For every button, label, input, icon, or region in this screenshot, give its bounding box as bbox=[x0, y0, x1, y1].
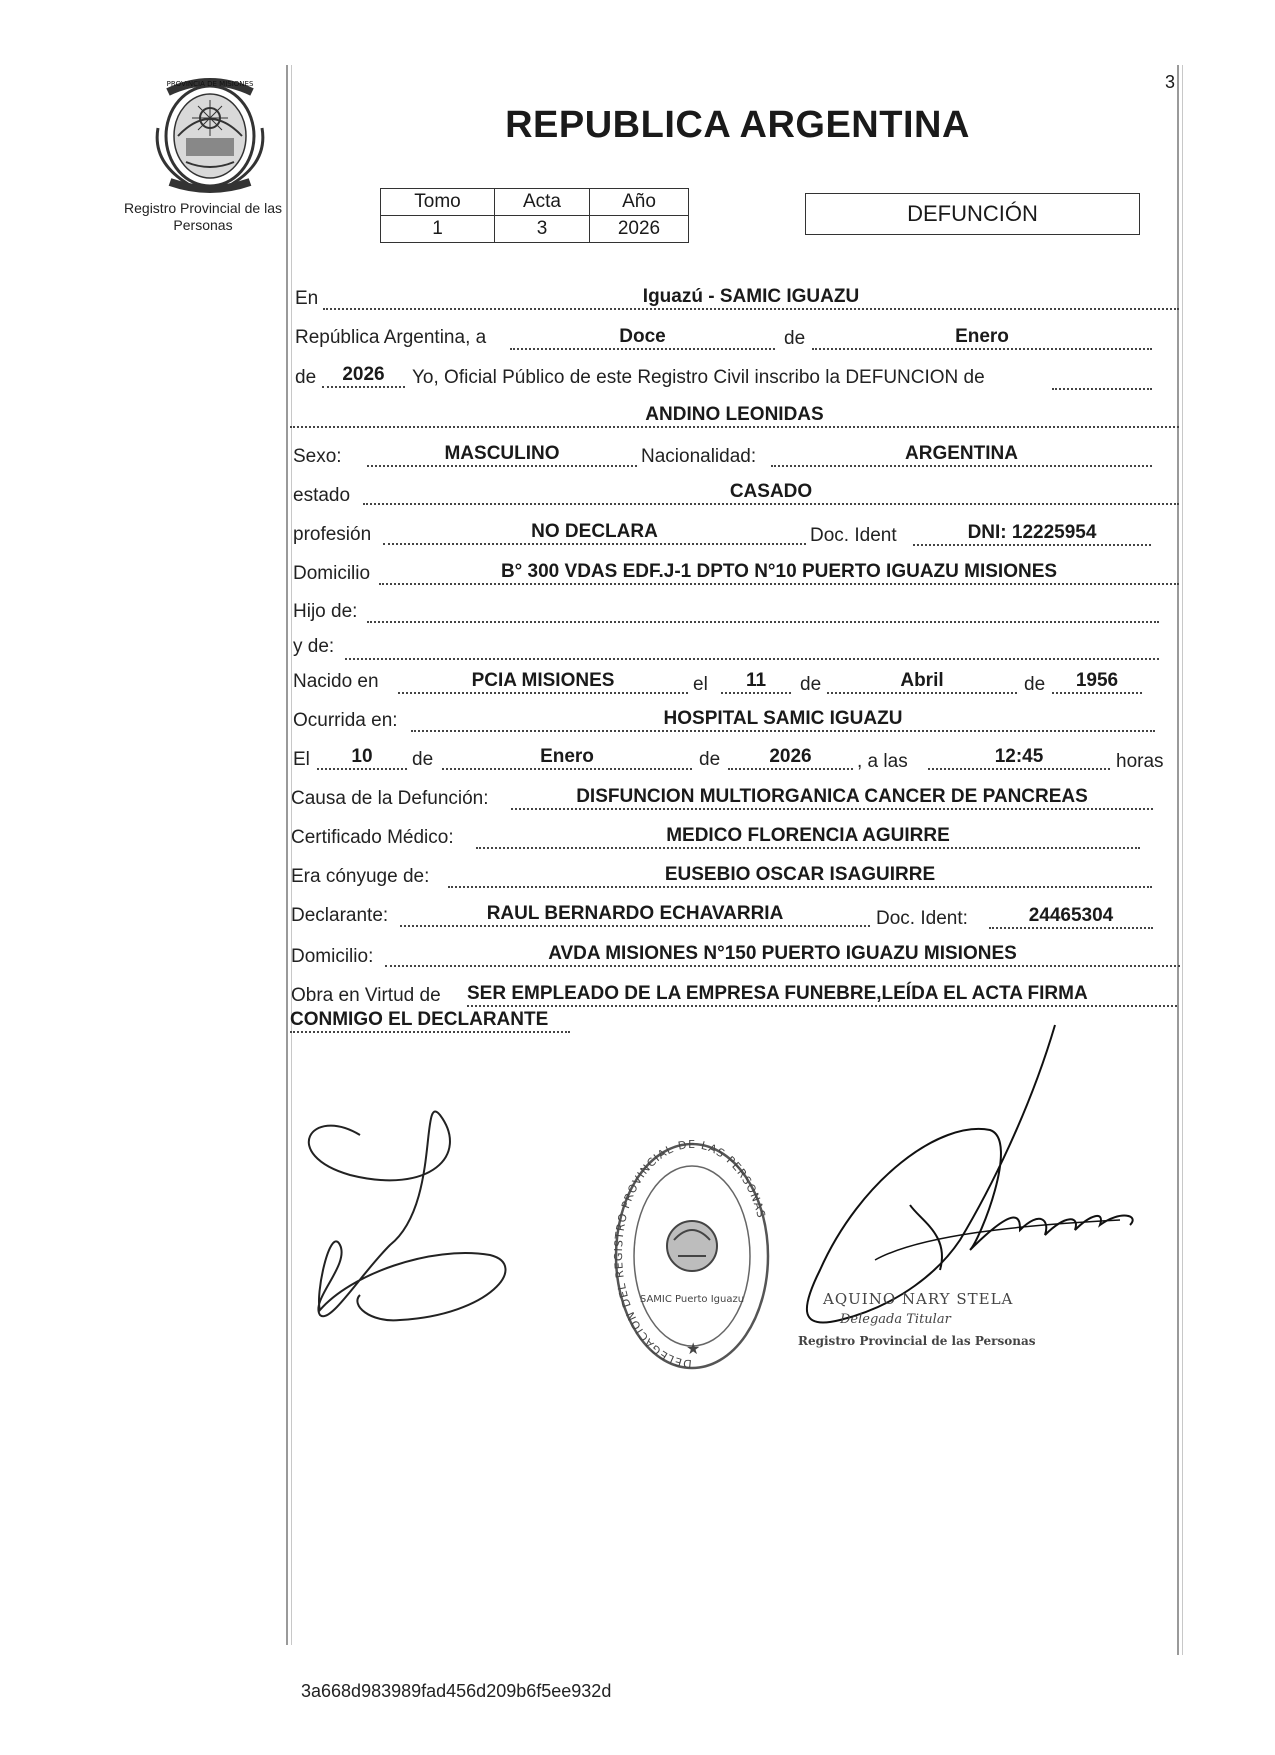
ocurrida-value: HOSPITAL SAMIC IGUAZU bbox=[411, 708, 1155, 732]
birth-month-value: Abril bbox=[827, 670, 1017, 694]
registry-name: Registro Provincial de las Personas bbox=[124, 200, 282, 233]
obra-value-line1: SER EMPLEADO DE LA EMPRESA FUNEBRE,LEÍDA EL ACTA FIRMA bbox=[467, 983, 1177, 1007]
republica-label: República Argentina, a bbox=[295, 327, 487, 348]
tomo-header: Tomo bbox=[381, 189, 495, 216]
estado-value: CASADO bbox=[363, 481, 1179, 505]
year-value: 2026 bbox=[322, 364, 405, 388]
statement-text: Yo, Oficial Público de este Registro Civil inscribo la DEFUNCION de bbox=[412, 367, 985, 388]
profesion-value: NO DECLARA bbox=[383, 521, 806, 545]
death-year-value: 2026 bbox=[728, 746, 853, 770]
left-margin-line bbox=[286, 65, 288, 1645]
left-margin-line-inner bbox=[291, 65, 292, 1645]
sexo-value: MASCULINO bbox=[367, 443, 637, 467]
declarante-value: RAUL BERNARDO ECHAVARRIA bbox=[400, 903, 870, 927]
certificado-value: MEDICO FLORENCIA AGUIRRE bbox=[476, 825, 1140, 849]
conyuge-value: EUSEBIO OSCAR ISAGUIRRE bbox=[448, 864, 1152, 888]
declarante-label: Declarante: bbox=[291, 905, 389, 926]
officer-name: AQUINO NARY STELA bbox=[823, 1290, 1014, 1308]
horas-label: horas bbox=[1116, 751, 1164, 772]
de-label-4: de bbox=[412, 749, 434, 770]
docident-value: DNI: 12225954 bbox=[913, 522, 1151, 546]
causa-value: DISFUNCION MULTIORGANICA CANCER DE PANCREAS bbox=[511, 786, 1153, 810]
obra-value-line2: CONMIGO EL DECLARANTE bbox=[290, 1009, 570, 1033]
domicilio-value: B° 300 VDAS EDF.J-1 DPTO N°10 PUERTO IGUAZU MISIONES bbox=[379, 561, 1179, 585]
docident-label: Doc. Ident bbox=[810, 525, 897, 546]
record-table bbox=[380, 188, 689, 243]
official-stamp bbox=[612, 1140, 772, 1372]
conyuge-label: Era cónyuge de: bbox=[291, 866, 430, 887]
birthplace-value: PCIA MISIONES bbox=[398, 670, 688, 694]
el-label: el bbox=[693, 674, 708, 695]
death-time-value: 12:45 bbox=[928, 746, 1110, 770]
anio-value: 2026 bbox=[590, 216, 689, 243]
obra-label: Obra en Virtud de bbox=[291, 985, 441, 1006]
stamp-inner-text: SAMIC Puerto Iguazu bbox=[639, 1294, 745, 1305]
tomo-value: 1 bbox=[381, 216, 495, 243]
de-label-5: de bbox=[699, 749, 721, 770]
right-margin-line-inner bbox=[1182, 65, 1183, 1655]
officer-role: Delegada Titular bbox=[840, 1312, 951, 1327]
deceased-name: ANDINO LEONIDAS bbox=[290, 404, 1179, 428]
document-type-box: DEFUNCIÓN bbox=[805, 193, 1140, 235]
nacido-label: Nacido en bbox=[293, 671, 379, 692]
death-month-value: Enero bbox=[442, 746, 692, 770]
de-label-3: de bbox=[1024, 674, 1046, 695]
nacionalidad-label: Nacionalidad: bbox=[641, 446, 757, 467]
page-title: REPUBLICA ARGENTINA bbox=[505, 104, 970, 146]
de-label-2: de bbox=[800, 674, 822, 695]
crest-lettering: PROVINCIA DE MISIONES bbox=[166, 80, 254, 88]
stamp-ring-text: DELEGACION DEL REGISTRO PROVINCIAL DE LAS PERSONAS bbox=[612, 1140, 768, 1371]
profesion-label: profesión bbox=[293, 524, 372, 545]
decl-dom-label: Domicilio: bbox=[291, 946, 374, 967]
day-value: Doce bbox=[510, 326, 775, 350]
causa-label: Causa de la Defunción: bbox=[291, 788, 489, 809]
page-number: 3 bbox=[1165, 72, 1176, 92]
domicilio-label: Domicilio bbox=[293, 563, 371, 584]
declarant-signature bbox=[290, 1095, 530, 1345]
sexo-label: Sexo: bbox=[293, 446, 342, 467]
birth-year-value: 1956 bbox=[1052, 670, 1142, 694]
province-crest-logo bbox=[148, 72, 272, 196]
el-date-label: El bbox=[293, 749, 310, 770]
nacionalidad-value: ARGENTINA bbox=[771, 443, 1152, 467]
estado-label: estado bbox=[293, 485, 351, 506]
year-prefix-label: de bbox=[295, 367, 317, 388]
birth-day-value: 11 bbox=[721, 670, 791, 694]
officer-org: Registro Provincial de las Personas bbox=[798, 1334, 1036, 1348]
decl-doc-value: 24465304 bbox=[989, 905, 1153, 929]
en-label: En bbox=[295, 288, 319, 309]
hijo-label: Hijo de: bbox=[293, 601, 358, 622]
month-value: Enero bbox=[812, 326, 1152, 350]
certificado-label: Certificado Médico: bbox=[291, 827, 454, 848]
document-hash: 3a668d983989fad456d209b6f5ee932d bbox=[301, 1681, 612, 1701]
hijo-dots bbox=[367, 599, 1159, 623]
stamp-star: ★ bbox=[686, 1341, 701, 1358]
acta-value: 3 bbox=[495, 216, 590, 243]
yde-label: y de: bbox=[293, 636, 335, 657]
decl-dom-value: AVDA MISIONES N°150 PUERTO IGUAZU MISIONES bbox=[385, 943, 1180, 967]
decl-doc-label: Doc. Ident: bbox=[876, 908, 968, 929]
ocurrida-label: Ocurrida en: bbox=[293, 710, 398, 731]
anio-header: Año bbox=[590, 189, 689, 216]
alas-label: , a las bbox=[857, 751, 908, 772]
death-day-value: 10 bbox=[317, 746, 407, 770]
acta-header: Acta bbox=[495, 189, 590, 216]
place-value: Iguazú - SAMIC IGUAZU bbox=[323, 286, 1179, 310]
de-label: de bbox=[784, 328, 806, 349]
statement-dots bbox=[1052, 366, 1152, 390]
yde-dots bbox=[345, 636, 1159, 660]
